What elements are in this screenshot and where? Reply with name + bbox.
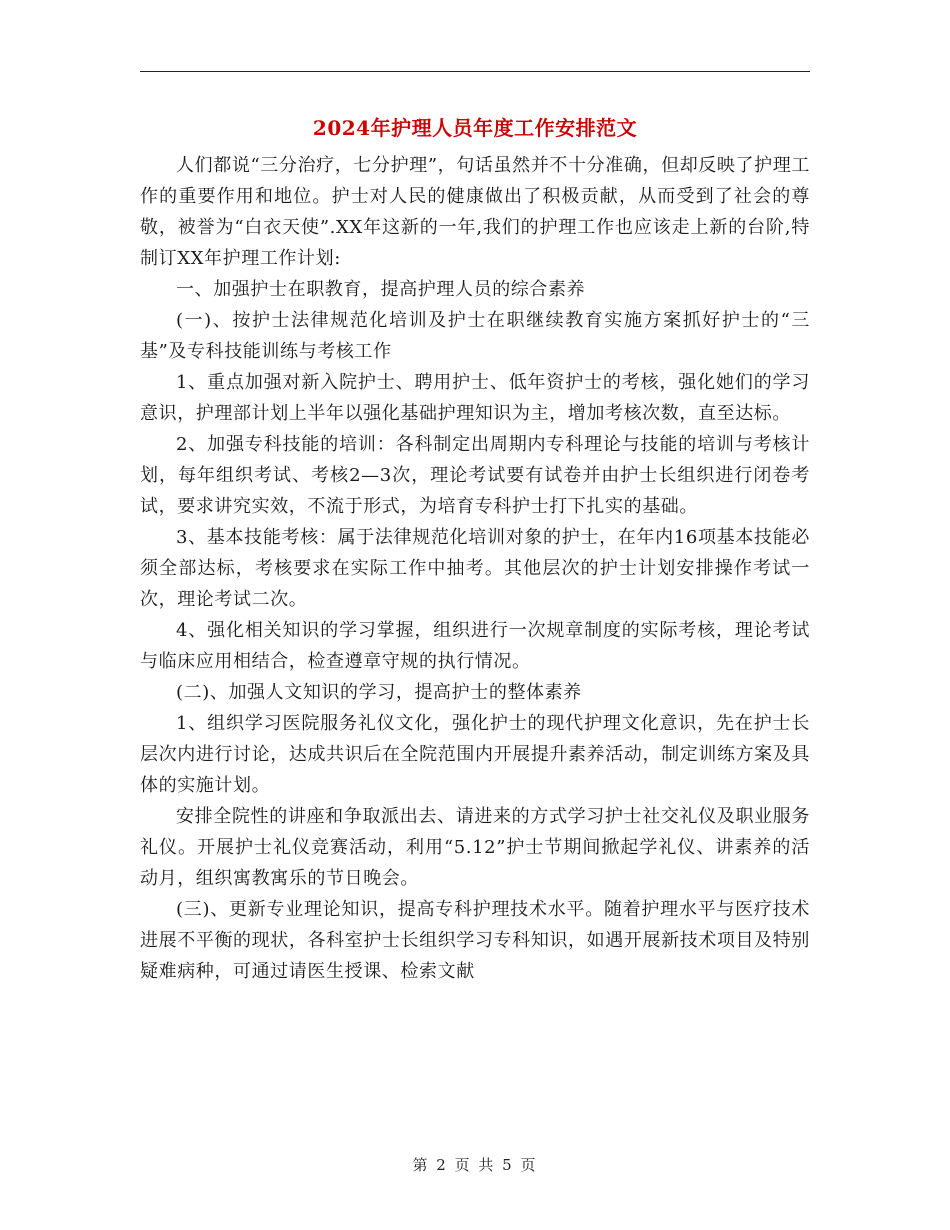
subsection-heading-1: (一)、按护士法律规范化培训及护士在职继续教育实施方案抓好护士的“三基”及专科技能训练与考核工作 [140,310,810,362]
paragraph-item-5: 1、组织学习医院服务礼仪文化，强化护士的现代护理文化意识，先在护士长层次内进行讨论，达成共识后在全院范围内开展提升素养活动，制定训练方案及具体的实施计划。 [140,713,810,796]
page-footer: 第 2 页 共 5 页 [412,1156,538,1174]
document-body [140,150,810,987]
paragraph-intro: 人们都说“三分治疗，七分护理”，句话虽然并不十分准确，但却反映了护理工作的重要作用和地位。护士对人民的健康做出了积极贡献，从而受到了社会的尊敬，被誉为“白衣天使”.XX年这新的一年,我们的护理工作也应该走上新的台阶,特制订XX年护理工作计划: [140,155,810,269]
document-title: 2024年护理人员年度工作安排范文 [312,116,638,140]
paragraph-item-4: 4、强化相关知识的学习掌握，组织进行一次规章制度的实际考核，理论考试与临床应用相结合，检查遵章守规的执行情况。 [140,620,810,672]
paragraph-item-3: 3、基本技能考核：属于法律规范化培训对象的护士，在年内16项基本技能必须全部达标，考核要求在实际工作中抽考。其他层次的护士计划安排操作考试一次，理论考试二次。 [140,527,810,610]
subsection-heading-2: (二)、加强人文知识的学习，提高护士的整体素养 [176,682,582,703]
subsection-heading-3: (三)、更新专业理论知识，提高专科护理技术水平。随着护理水平与医疗技术进展不平衡的现状，各科室护士长组织学习专科知识，如遇开展新技术项目及特别疑难病种，可通过请医生授课、检索文献 [140,899,810,982]
paragraph-item-1: 1、重点加强对新入院护士、聘用护士、低年资护士的考核，强化她们的学习意识，护理部计划上半年以强化基础护理知识为主，增加考核次数，直至达标。 [140,372,810,424]
paragraph-etiquette: 安排全院性的讲座和争取派出去、请进来的方式学习护士社交礼仪及职业服务礼仪。开展护士礼仪竞赛活动，利用“5.12”护士节期间掀起学礼仪、讲素养的活动月，组织寓教寓乐的节日晚会。 [140,806,810,889]
paragraph-item-2: 2、加强专科技能的培训：各科制定出周期内专科理论与技能的培训与考核计划，每年组织考试、考核2—3次，理论考试要有试卷并由护士长组织进行闭卷考试，要求讲究实效，不流于形式，为培育专科护士打下扎实的基础。 [140,434,810,517]
section-heading-1: 一、加强护士在职教育，提高护理人员的综合素养 [176,279,586,300]
header-rule [140,71,810,72]
